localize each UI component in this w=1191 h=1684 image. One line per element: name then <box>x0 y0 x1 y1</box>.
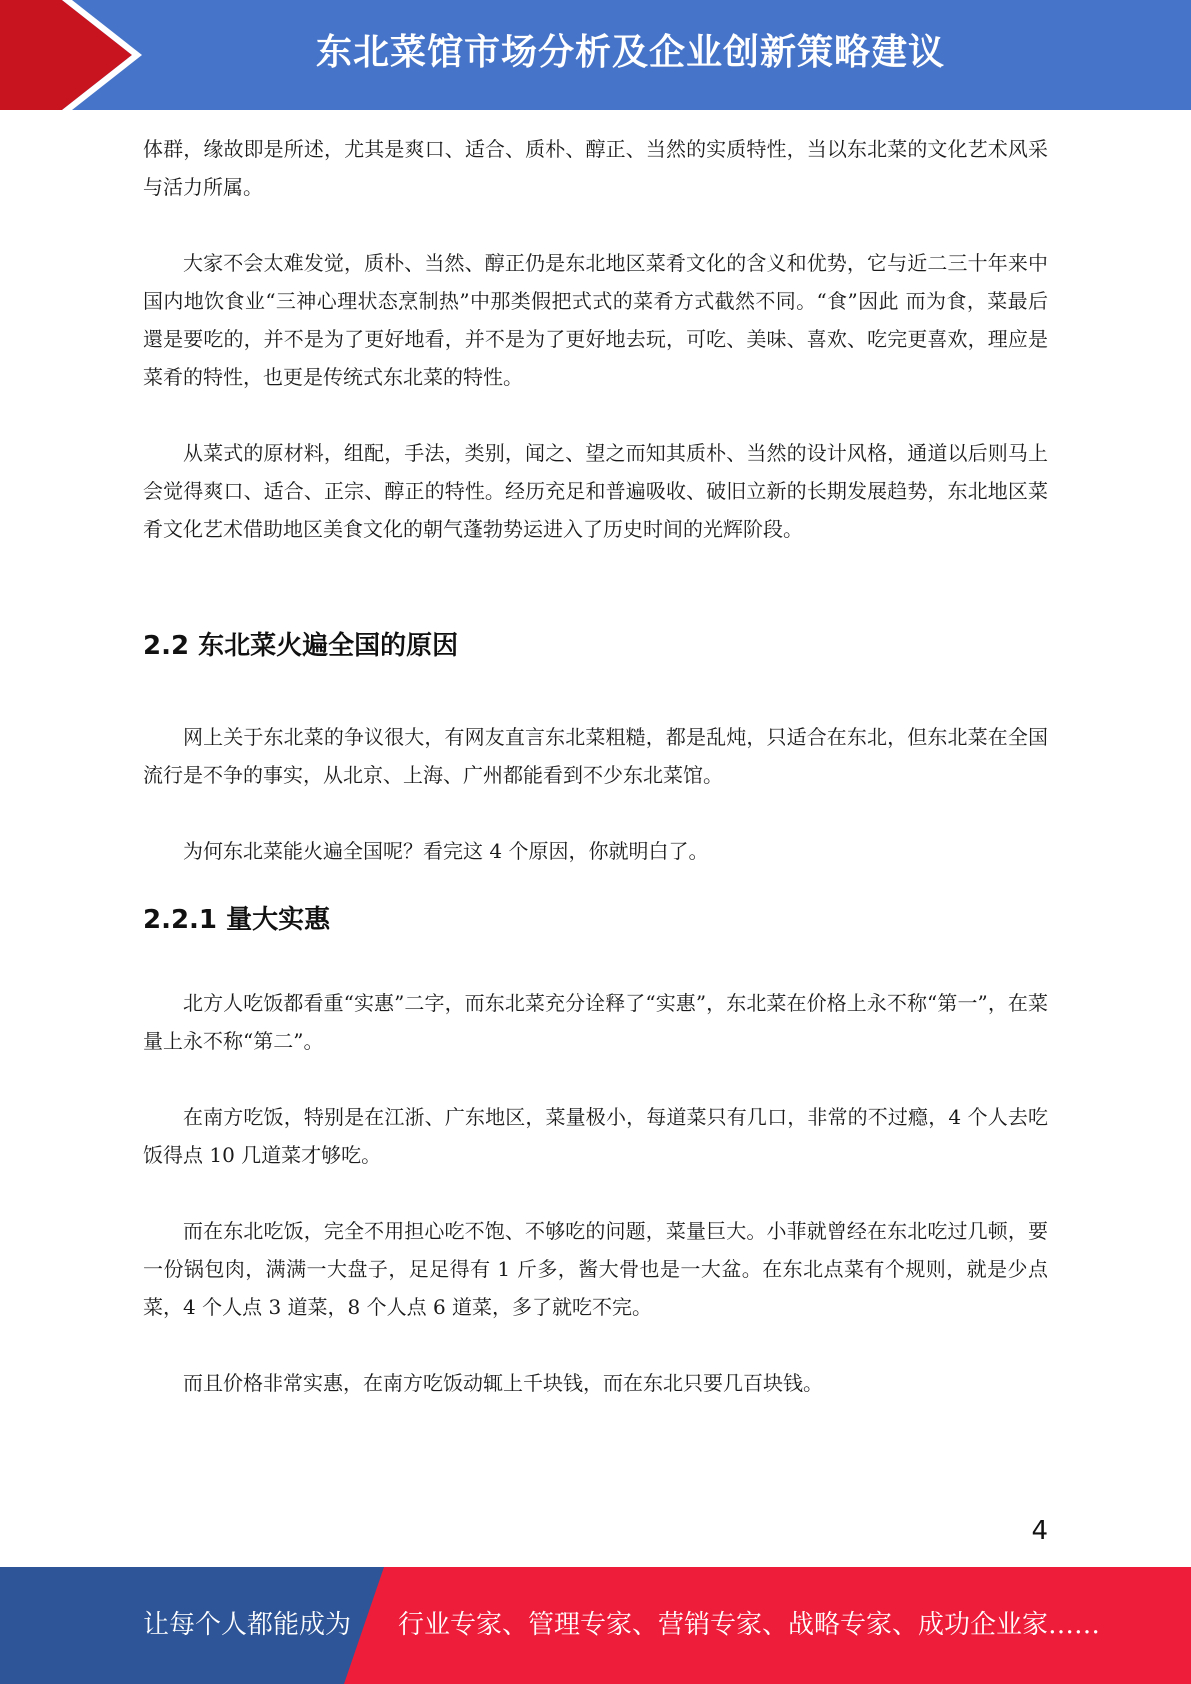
paragraph: 为何东北菜能火遍全国呢？看完这 4 个原因，你就明白了。 <box>183 839 709 863</box>
page-number: 4 <box>1031 1516 1048 1546</box>
footer-slogan-left: 让每个人都能成为 <box>143 1610 352 1640</box>
paragraph: 北方人吃饭都看重“实惠”二字，而东北菜充分诠释了“实惠”，东北菜在价格上永不称“第一”，在菜量上永不称“第二”。 <box>143 991 1048 1053</box>
paragraph: 而在东北吃饭，完全不用担心吃不饱、不够吃的问题，菜量巨大。小菲就曾经在东北吃过几顿，要一份锅包肉，满满一大盘子，足足得有 1 斤多，酱大骨也是一大盆。在东北点菜有个规则，就是少点菜，4 个人点 3 道菜，8 个人点 6 道菜，多了就吃不完。 <box>143 1219 1048 1319</box>
document-title: 东北菜馆市场分析及企业创新策略建议 <box>315 32 945 73</box>
paragraph: 而且价格非常实惠，在南方吃饭动辄上千块钱，而在东北只要几百块钱。 <box>183 1371 823 1395</box>
paragraph: 从菜式的原材料，组配，手法，类别，闻之、望之而知其质朴、当然的设计风格，通道以后则马上会觉得爽口、适合、正宗、醇正的特性。经历充足和普遍吸收、破旧立新的长期发展趋势，东北地区菜肴文化艺术借助地区美食文化的朝气蓬勃势运进入了历史时间的光辉阶段。 <box>143 441 1048 541</box>
header-chevron-icon <box>0 0 160 110</box>
paragraph: 大家不会太难发觉，质朴、当然、醇正仍是东北地区菜肴文化的含义和优势，它与近二三十年来中国内地饮食业“三神心理状态烹制热”中那类假把式式的菜肴方式截然不同。“食”因此 而为食，菜最后還是要吃的，并不是为了更好地看，并不是为了更好地去玩，可吃、美味、喜欢、吃完更喜欢，理应是菜肴的特性，也更是传统式东北菜的特性。 <box>143 251 1048 389</box>
paragraph: 网上关于东北菜的争议很大，有网友直言东北菜粗糙，都是乱炖，只适合在东北，但东北菜在全国流行是不争的事实，从北京、上海、广州都能看到不少东北菜馆。 <box>143 725 1048 787</box>
subsection-heading: 2.2.1 量大实惠 <box>143 905 331 935</box>
document-body <box>143 130 1048 1402</box>
section-heading: 2.2 东北菜火遍全国的原因 <box>143 631 459 661</box>
page-footer <box>0 1567 1191 1684</box>
page-header <box>0 0 1191 110</box>
paragraph: 在南方吃饭，特别是在江浙、广东地区，菜量极小，每道菜只有几口，非常的不过瘾，4 个人去吃饭得点 10 几道菜才够吃。 <box>143 1105 1048 1167</box>
footer-slogan-right: 行业专家、管理专家、营销专家、战略专家、成功企业家…… <box>398 1610 1101 1640</box>
paragraph: 体群，缘故即是所述，尤其是爽口、适合、质朴、醇正、当然的实质特性，当以东北菜的文化艺术风采与活力所属。 <box>143 137 1048 199</box>
